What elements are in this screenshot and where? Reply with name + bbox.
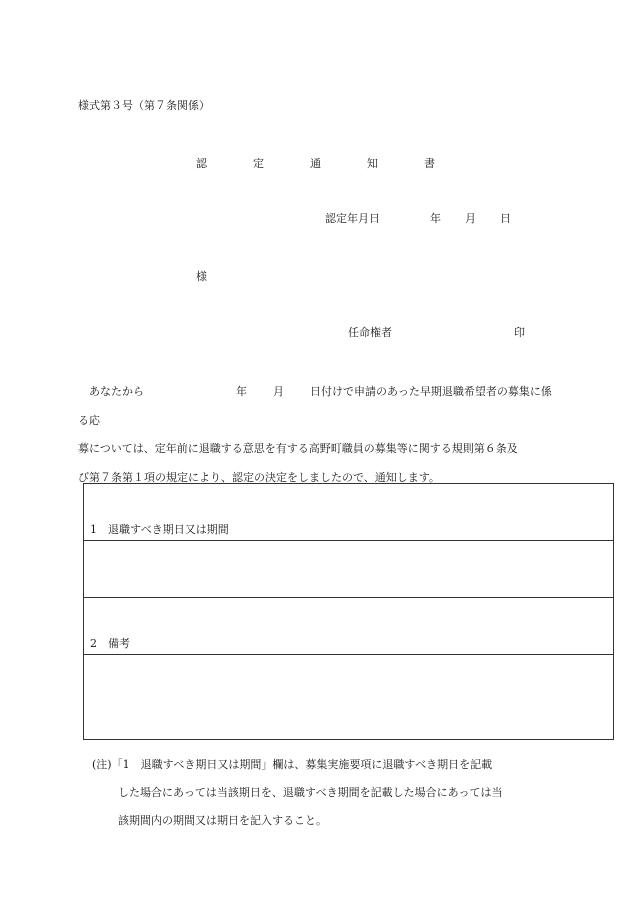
title-char-1: 認 [196, 157, 207, 170]
title-char-4: 知 [367, 157, 378, 170]
body-line-1-d: 日付けで申請のあった早期退職希望者の募集に係る応 [78, 385, 552, 427]
appointer-label: 任命権者 [348, 326, 392, 339]
retirement-date-field [84, 541, 613, 598]
footnote-line-1: (注)「1 退職すべき期日又は期間」欄は、募集実施要項に退職すべき期日を記載 [92, 758, 493, 771]
body-line-3: び第７条第１項の規定により、認定の決定をしましたので、通知します。 [78, 470, 440, 484]
body-year: 年 [236, 385, 247, 398]
seal-mark: 印 [514, 326, 525, 339]
body-line-1-a: あなたから [89, 385, 144, 398]
document-title [196, 157, 435, 171]
certification-date-label: 認定年月日 [325, 212, 380, 225]
table-row [84, 598, 613, 655]
remarks-field [84, 655, 613, 739]
footnote-line-2: した場合にあっては当該期日を、退職すべき期間を記載した場合にあっては当 [118, 786, 503, 799]
date-year-field: 年 [430, 212, 441, 225]
notice-body [78, 378, 558, 492]
title-char-2: 定 [253, 157, 264, 170]
title-char-5: 書 [424, 157, 435, 170]
footnote-line-3: 該期間内の期間又は期日を記入すること。 [118, 814, 327, 827]
form-number: 様式第３号（第７条関係） [78, 99, 210, 112]
remarks-label: 2 備考 [90, 637, 130, 650]
table-row [84, 484, 613, 541]
footnote [92, 751, 562, 835]
recipient-suffix: 様 [196, 270, 207, 283]
notice-table [83, 483, 614, 740]
date-day-field: 日 [500, 212, 511, 225]
title-char-3: 通 [310, 157, 321, 170]
certification-date-line [325, 212, 511, 226]
retirement-date-label: 1 退職すべき期日又は期間 [90, 523, 229, 536]
body-line-2: 募については、定年前に退職する意思を有する高野町職員の募集等に関する規則第６条及 [78, 442, 518, 455]
body-month: 月 [273, 385, 284, 398]
body-line-1 [78, 378, 558, 435]
date-month-field: 月 [465, 212, 476, 225]
